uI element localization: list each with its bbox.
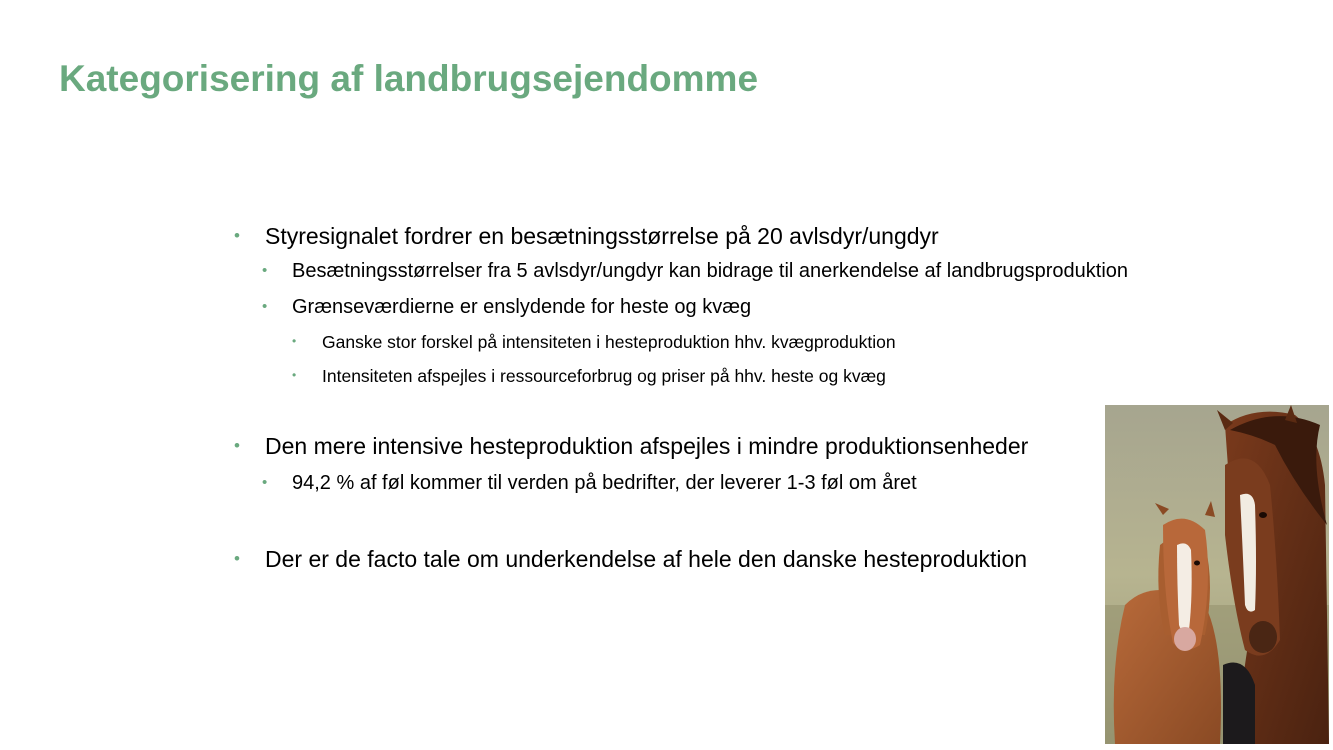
bullet-item — [234, 223, 939, 250]
bullet-dot-icon: • — [262, 262, 268, 279]
bullet-item — [234, 546, 1028, 573]
bullet-text: 94,2 % af føl kommer til verden på bedrifter, der leverer 1-3 føl om året — [292, 472, 917, 494]
bullet-dot-icon: • — [292, 368, 297, 382]
bullet-text: Besætningsstørrelser fra 5 avlsdyr/ungdyr kan bidrage til anerkendelse af landbrugsproduktion — [292, 260, 1129, 282]
bullet-text: Styresignalet fordrer en besætningsstørrelse på 20 avlsdyr/ungdyr — [265, 223, 939, 249]
slide-title: Kategorisering af landbrugsejendomme — [59, 58, 759, 99]
bullet-item — [262, 296, 752, 319]
bullet-text: Der er de facto tale om underkendelse af hele den danske hesteproduktion — [265, 546, 1028, 572]
bullet-text: Ganske stor forskel på intensiteten i hesteproduktion hhv. kvægproduktion — [322, 332, 896, 352]
horse-photo-icon — [1105, 405, 1329, 744]
bullet-text: Intensiteten afspejles i ressourceforbrug og priser på hhv. heste og kvæg — [322, 366, 886, 386]
bullet-text: Den mere intensive hesteproduktion afspejles i mindre produktionsenheder — [265, 433, 1029, 459]
bullet-item — [262, 472, 917, 495]
bullet-text: Grænseværdierne er enslydende for heste og kvæg — [292, 296, 752, 318]
bullet-dot-icon: • — [262, 298, 268, 315]
bullet-dot-icon: • — [234, 549, 240, 568]
bullet-item — [234, 433, 1029, 460]
bullet-item — [292, 366, 886, 387]
bullet-item — [292, 332, 896, 353]
horse-photo — [1105, 405, 1329, 744]
bullet-dot-icon: • — [262, 474, 268, 491]
bullet-item — [262, 260, 1129, 283]
bullet-dot-icon: • — [234, 436, 240, 455]
bullet-dot-icon: • — [292, 334, 297, 348]
bullet-dot-icon: • — [234, 226, 240, 245]
